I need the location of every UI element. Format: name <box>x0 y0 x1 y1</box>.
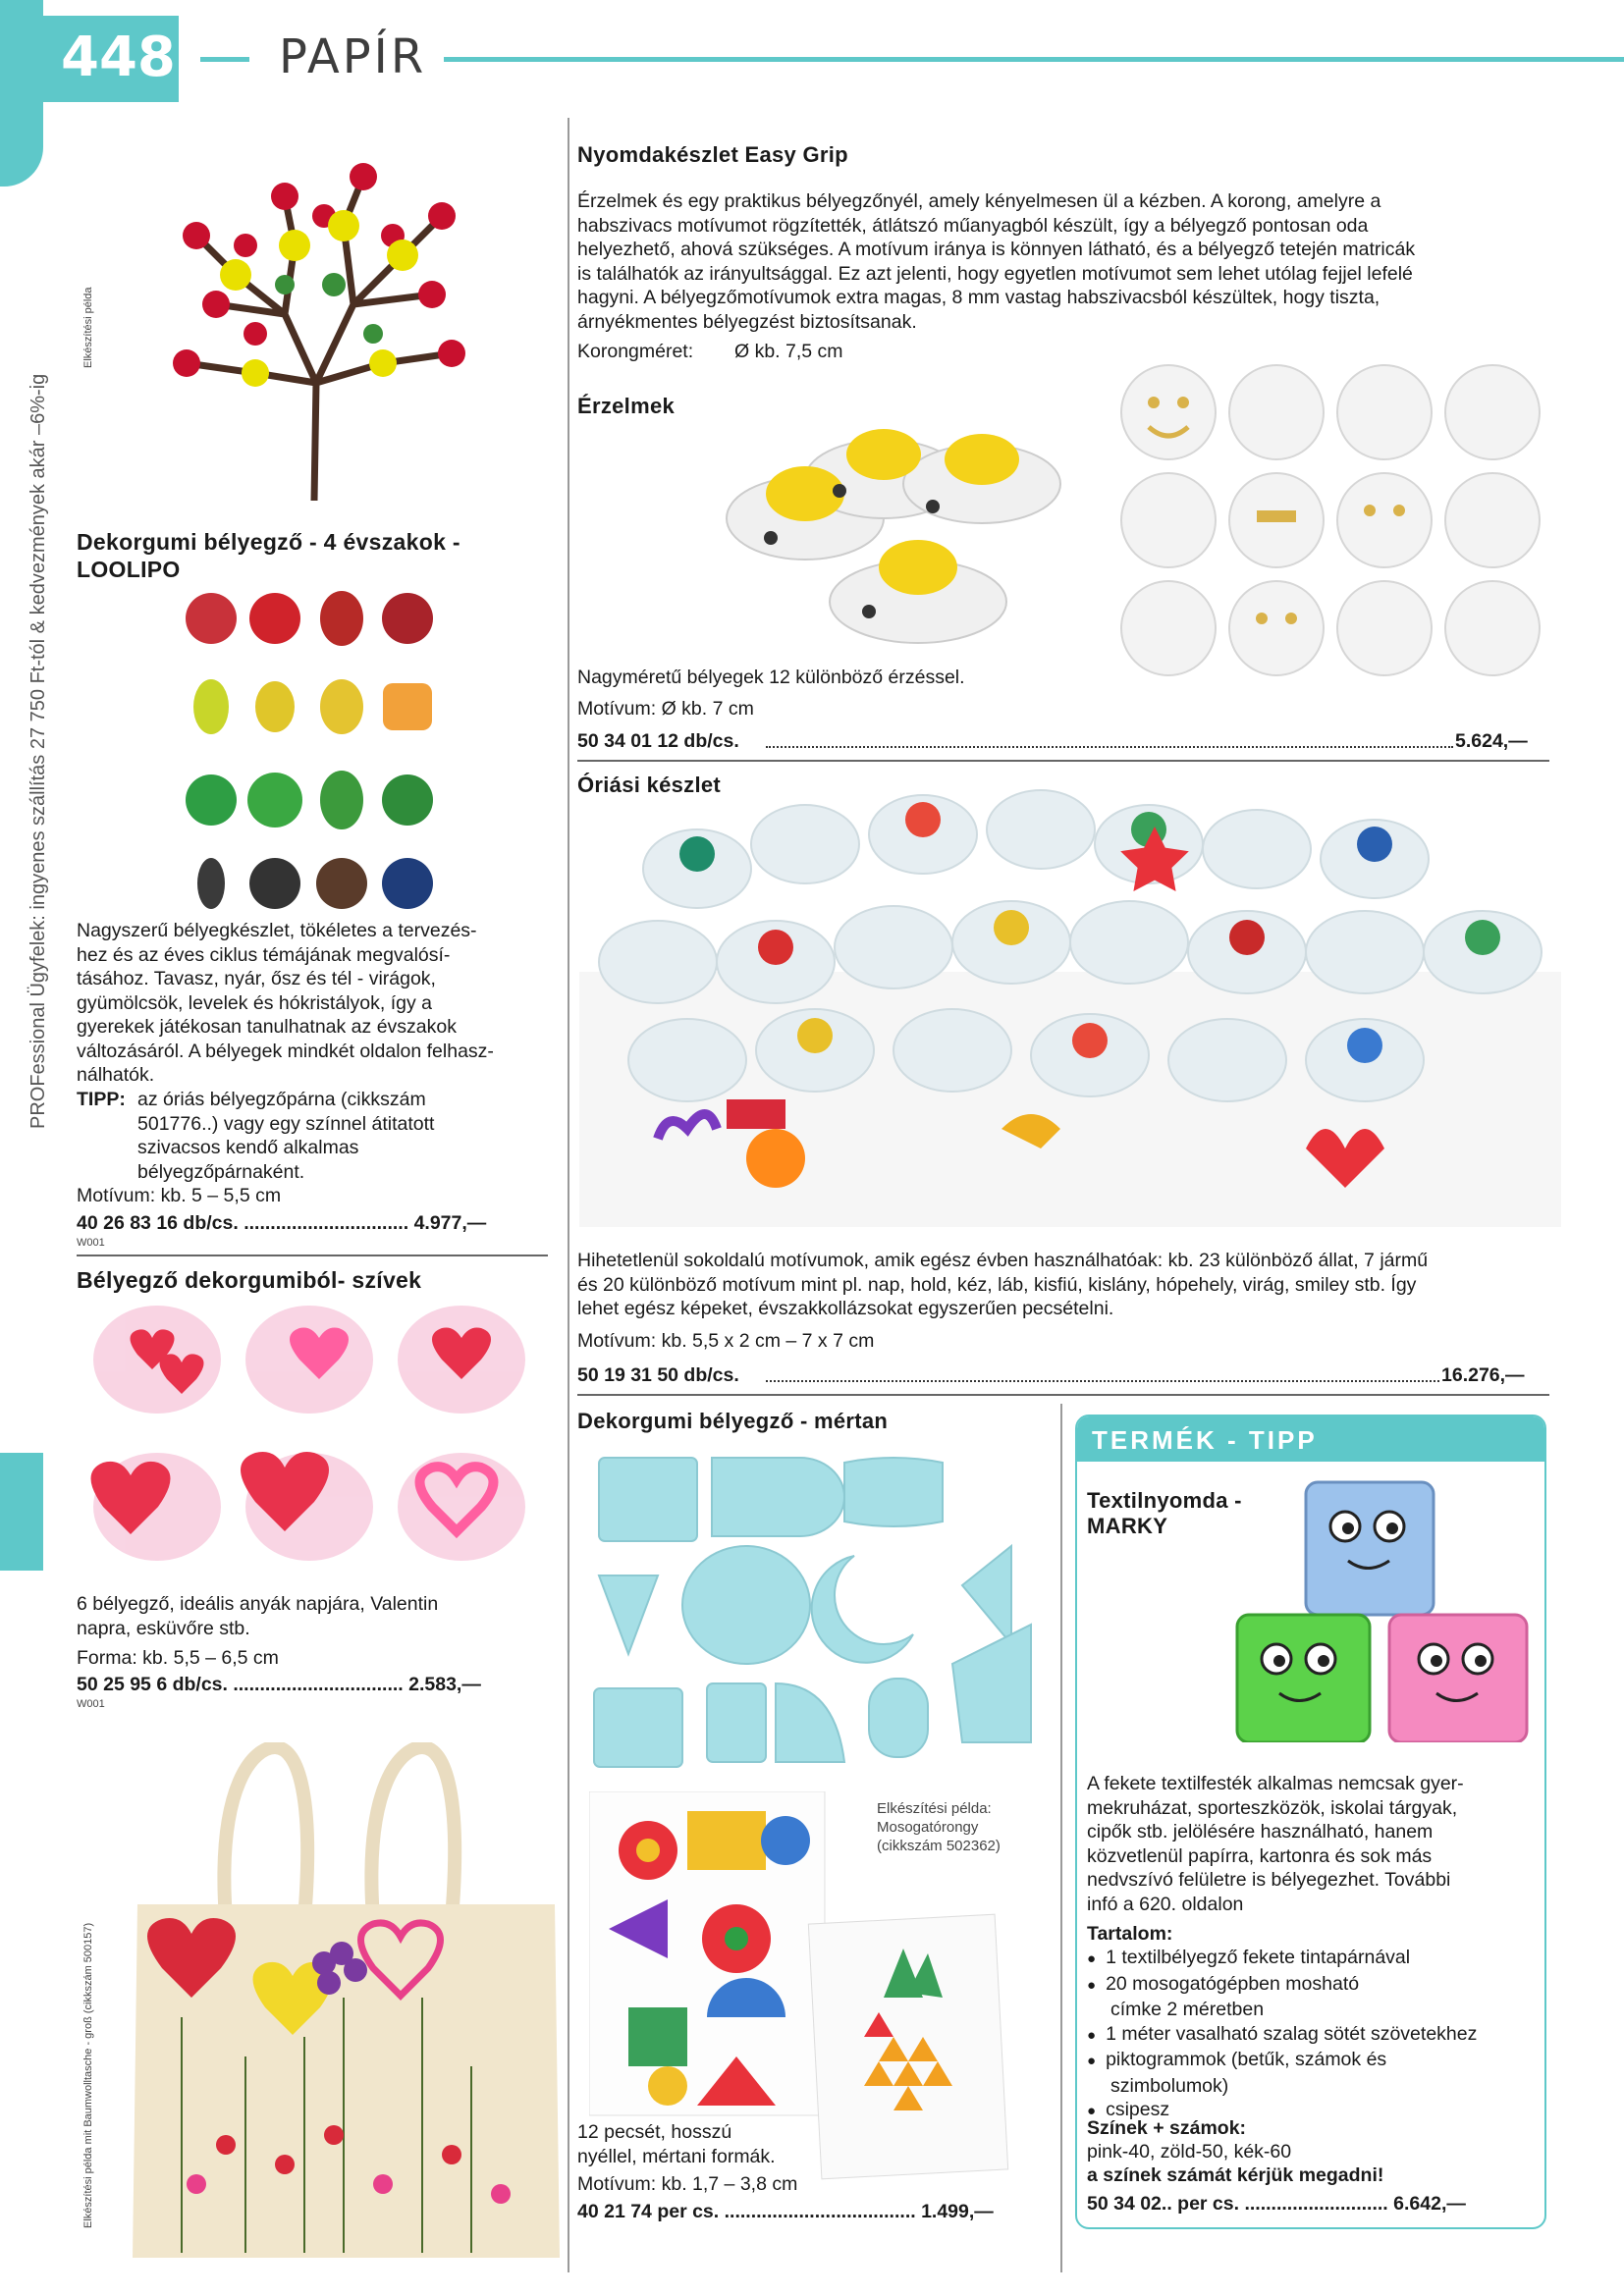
emotion-faces-image <box>1114 363 1546 677</box>
separator <box>577 760 1549 762</box>
hearts-order-line: 50 25 95 6 db/cs. ................................ 2.583,— <box>77 1674 481 1695</box>
column-divider-right <box>1060 1404 1062 2272</box>
header-rule-long <box>444 57 1624 62</box>
separator <box>77 1255 548 1256</box>
desc-line: nálhatók. <box>77 1064 155 1086</box>
desc-line: nedvszívó felületre is bélyegezhet. További <box>1087 1869 1451 1891</box>
list-item: ● 1 méter vasalható szalag sötét szövetekhez <box>1087 2022 1539 2049</box>
list-item: ● csipesz <box>1087 2098 1539 2124</box>
seasons-tip-label: TIPP: <box>77 1089 126 1110</box>
list-item: ● piktogrammok (betűk, számok és <box>1087 2048 1539 2074</box>
seasons-tree-image <box>137 137 471 501</box>
geometric-motif: Motívum: kb. 1,7 – 3,8 cm <box>577 2173 798 2195</box>
desc-line: hez és az éves ciklus témájának megvalósí- <box>77 943 451 966</box>
desc-line: habszivacs motívumot rögzítették, átlátszó műanyagból készült, így a bélyegző pontosan oda <box>577 214 1369 237</box>
easygrip-title: Nyomdakészlet Easy Grip <box>577 142 848 167</box>
giant-dots <box>766 1380 1439 1382</box>
marky-stampers-image <box>1232 1477 1537 1742</box>
marky-title-line1: Textilnyomda - <box>1087 1488 1242 1513</box>
desc-line: infó a 620. oldalon <box>1087 1893 1244 1915</box>
marky-contents-list <box>1087 1946 1539 2124</box>
column-divider-left <box>568 118 569 2272</box>
giant-price: 16.276,— <box>1441 1364 1525 1386</box>
list-item-continued: címke 2 méretben <box>1110 1999 1265 2020</box>
desc-line: A fekete textilfesték alkalmas nemcsak gyer- <box>1087 1773 1464 1794</box>
desc-line: helyezhető, ahová szükséges. A motívum iránya is könnyen látható, és a bélyegző tetején matricák <box>577 239 1416 260</box>
marky-contents-label: Tartalom: <box>1087 1923 1173 1945</box>
seasons-tip <box>137 1088 550 1184</box>
separator <box>577 1394 1549 1396</box>
emotions-description: Nagyméretű bélyegek 12 különböző érzéssel. <box>577 667 965 688</box>
hearts-title: Bélyegző dekorgumiból- szívek <box>77 1267 422 1293</box>
page-number: 448 <box>61 26 176 89</box>
seasons-motif: Motívum: kb. 5 – 5,5 cm <box>77 1185 282 1206</box>
emotions-title: Érzelmek <box>577 394 676 418</box>
desc-line: változásáról. A bélyegek mindkét oldalon felhasz- <box>77 1040 494 1062</box>
desc-line: és 20 különböző motívum mint pl. nap, hold, kéz, láb, kisfiú, kislány, hópehely, virág, smiley stb. Így <box>577 1273 1417 1296</box>
desc-line: is találhatók az irányultsággal. Ez azt jelenti, hogy egyetlen motívumot sem lehet utólag fejjel lefelé <box>577 262 1413 285</box>
desc-line: 12 pecsét, hosszú <box>577 2121 732 2143</box>
caption-line: Mosogatórongy <box>877 1819 979 1836</box>
desc-line: lehet egész képeket, évszakkollázsokat egyszerűen pecsételni. <box>577 1298 1114 1319</box>
easygrip-handles-image <box>722 410 1080 651</box>
emotions-price: 5.624,— <box>1455 730 1528 752</box>
caption-line: Elkészítési példa: <box>877 1800 992 1817</box>
desc-line: Hihetetlenül sokoldalú motívumok, amik egész évben használhatóak: kb. 23 különböző állat, 7 jármű <box>577 1250 1429 1271</box>
emotions-motif: Motívum: Ø kb. 7 cm <box>577 698 754 720</box>
emotions-dots <box>766 746 1453 748</box>
giant-description <box>577 1249 1608 1321</box>
page-edge-tab-top <box>0 0 43 187</box>
bag-caption: Elkészítési példa mit Baumwolltasche - groß (cikkszám 500157) <box>82 1922 94 2228</box>
desc-line: tásához. Tavasz, nyár, ősz és tél - virágok, <box>77 968 436 989</box>
desc-line: Érzelmek és egy praktikus bélyegzőnyél, amely kényelmesen ül a kézben. A korong, amelyre a <box>577 190 1381 212</box>
list-item: ● 1 textilbélyegző fekete tintapárnával <box>1087 1946 1539 1972</box>
caption-line: (cikkszám 502362) <box>877 1838 1001 1854</box>
seasons-order-line: 40 26 83 16 db/cs. ............................... 4.977,— <box>77 1212 487 1234</box>
giant-order-code: 50 19 31 50 db/cs. <box>577 1364 739 1386</box>
tip-line: szivacsos kendő alkalmas <box>137 1137 359 1158</box>
easygrip-disc-value: Ø kb. 7,5 cm <box>734 341 843 362</box>
seasons-stamps-image <box>177 589 452 913</box>
desc-line: gyümölcsök, levelek és hókristályok, így a <box>77 991 432 1014</box>
marky-colors-note: a színek számát kérjük megadni! <box>1087 2164 1384 2186</box>
example-caption-tree: Elkészítési példa <box>82 287 94 368</box>
hearts-description <box>77 1592 558 1640</box>
marky-description <box>1087 1772 1539 1916</box>
seasons-code: W001 <box>77 1237 105 1249</box>
list-item: ● 20 mosogatógépben mosható <box>1087 1972 1539 1999</box>
desc-line: nyéllel, mértani formák. <box>577 2145 776 2167</box>
desc-line: 6 bélyegző, ideális anyák napjára, Valentin <box>77 1593 439 1615</box>
tip-line: bélyegzőpárnaként. <box>137 1160 305 1183</box>
geometric-description <box>577 2120 776 2168</box>
marky-colors-label: Színek + számok: <box>1087 2117 1247 2139</box>
marky-title-line2: MARKY <box>1087 1514 1168 1538</box>
marky-order-line: 50 34 02.. per cs. ........................... 6.642,— <box>1087 2193 1466 2215</box>
desc-line: hagyni. A bélyegzőmotívumok extra magas, 8 mm vastag habszivacsból készültek, hogy tiszta, <box>577 287 1380 308</box>
geometric-order-line: 40 21 74 per cs. .................................... 1.499,— <box>577 2201 994 2222</box>
page-edge-tab-bottom <box>0 1453 43 1571</box>
emotions-order-code: 50 34 01 12 db/cs. <box>577 730 739 752</box>
header-rule-short <box>200 57 249 62</box>
easygrip-description <box>577 189 1608 334</box>
geometric-title: Dekorgumi bélyegző - mértan <box>577 1409 889 1433</box>
giant-title: Óriási készlet <box>577 773 722 797</box>
geometric-stamps-image <box>589 1448 1046 1777</box>
section-title: PAPÍR <box>279 29 427 84</box>
desc-line: közvetlenül papírra, kartonra és sok más <box>1087 1844 1433 1867</box>
hearts-stamps-image <box>88 1301 550 1575</box>
giant-motif: Motívum: kb. 5,5 x 2 cm – 7 x 7 cm <box>577 1330 875 1352</box>
desc-line: gyerekek játékosan tanulhatnak az évszakok <box>77 1016 457 1038</box>
hearts-code: W001 <box>77 1698 105 1710</box>
seasons-title-line1: Dekorgumi bélyegző - 4 évszakok - <box>77 529 460 555</box>
desc-line: cipők stb. jelölésére használható, hanem <box>1087 1821 1434 1842</box>
desc-line: napra, esküvőre stb. <box>77 1617 250 1639</box>
tip-line: 501776..) vagy egy színnel átitatott <box>137 1112 435 1135</box>
giant-set-image <box>579 775 1561 1227</box>
desc-line: mekruházat, sporteszközök, iskolai tárgyak, <box>1087 1796 1458 1819</box>
desc-line: Nagyszerű bélyegkészlet, tökéletes a tervezés- <box>77 920 477 941</box>
desc-line: árnyékmentes bélyegzést biztosítsanak. <box>577 310 917 333</box>
marky-colors-values: pink-40, zöld-50, kék-60 <box>1087 2141 1292 2163</box>
hearts-form: Forma: kb. 5,5 – 6,5 cm <box>77 1647 279 1669</box>
seasons-title-line2: LOOLIPO <box>77 557 181 582</box>
geometric-example-caption <box>877 1799 1001 1855</box>
tip-line: az óriás bélyegzőpárna (cikkszám <box>137 1089 426 1110</box>
list-item-continued: szimbolumok) <box>1110 2074 1229 2097</box>
side-promo-text: PROFessional Ügyfelek: ingyenes szállítás 27 750 Ft-tól & kedvezmények akár –6%-ig <box>27 373 49 1129</box>
easygrip-disc-label: Korongméret: <box>577 341 694 362</box>
tote-bag-image <box>128 1742 565 2263</box>
product-tip-header-text: TERMÉK - TIPP <box>1092 1425 1318 1455</box>
seasons-description <box>77 919 558 1088</box>
